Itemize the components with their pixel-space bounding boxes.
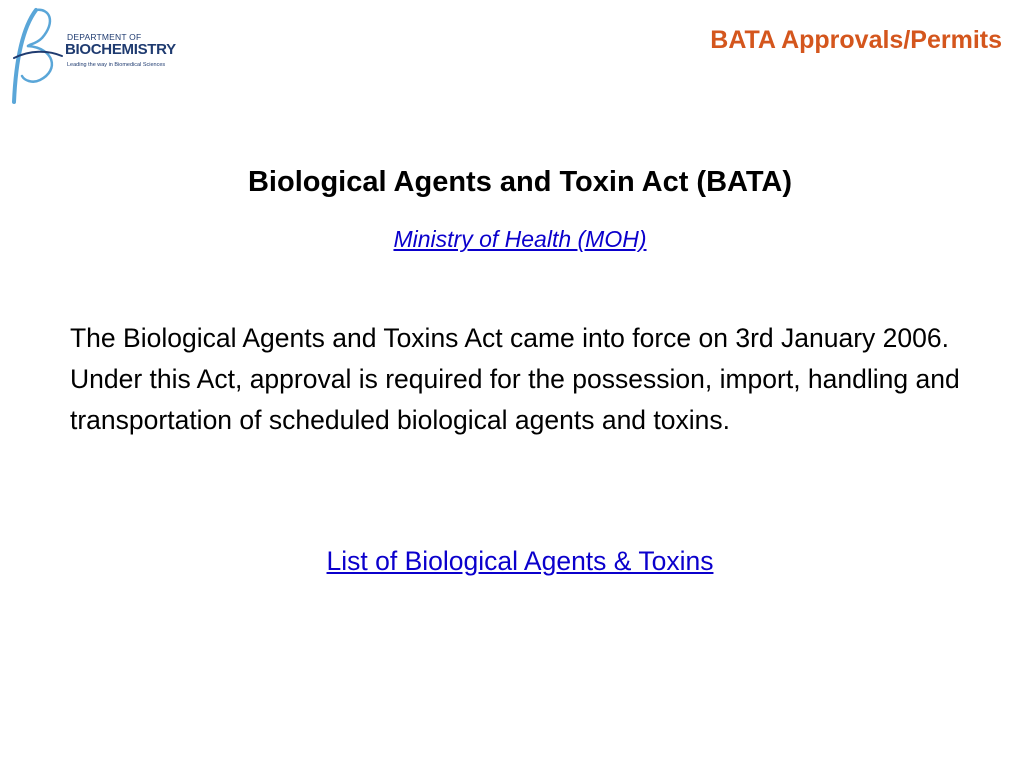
beta-logo-icon — [6, 6, 66, 106]
logo-department-text: DEPARTMENT OF — [67, 32, 142, 42]
logo-tagline-text: Leading the way in Biomedical Sciences — [67, 62, 166, 68]
act-heading: Biological Agents and Toxin Act (BATA) — [247, 166, 792, 198]
department-logo — [6, 6, 196, 106]
agents-list-link[interactable]: List of Biological Agents & Toxins — [326, 546, 714, 576]
body-paragraph: The Biological Agents and Toxins Act came into force on 3rd January 2006. Under this Act, approval is required for the possession, import, handling and transportation of scheduled biological agents and toxins. — [70, 323, 960, 435]
slide-title: BATA Approvals/Permits — [710, 26, 1002, 54]
moh-link-row — [0, 226, 1024, 253]
logo-name-text: BIOCHEMISTRY — [65, 41, 176, 58]
moh-link[interactable]: Ministry of Health (MOH) — [393, 226, 647, 252]
agents-list-link-row — [0, 546, 1024, 577]
